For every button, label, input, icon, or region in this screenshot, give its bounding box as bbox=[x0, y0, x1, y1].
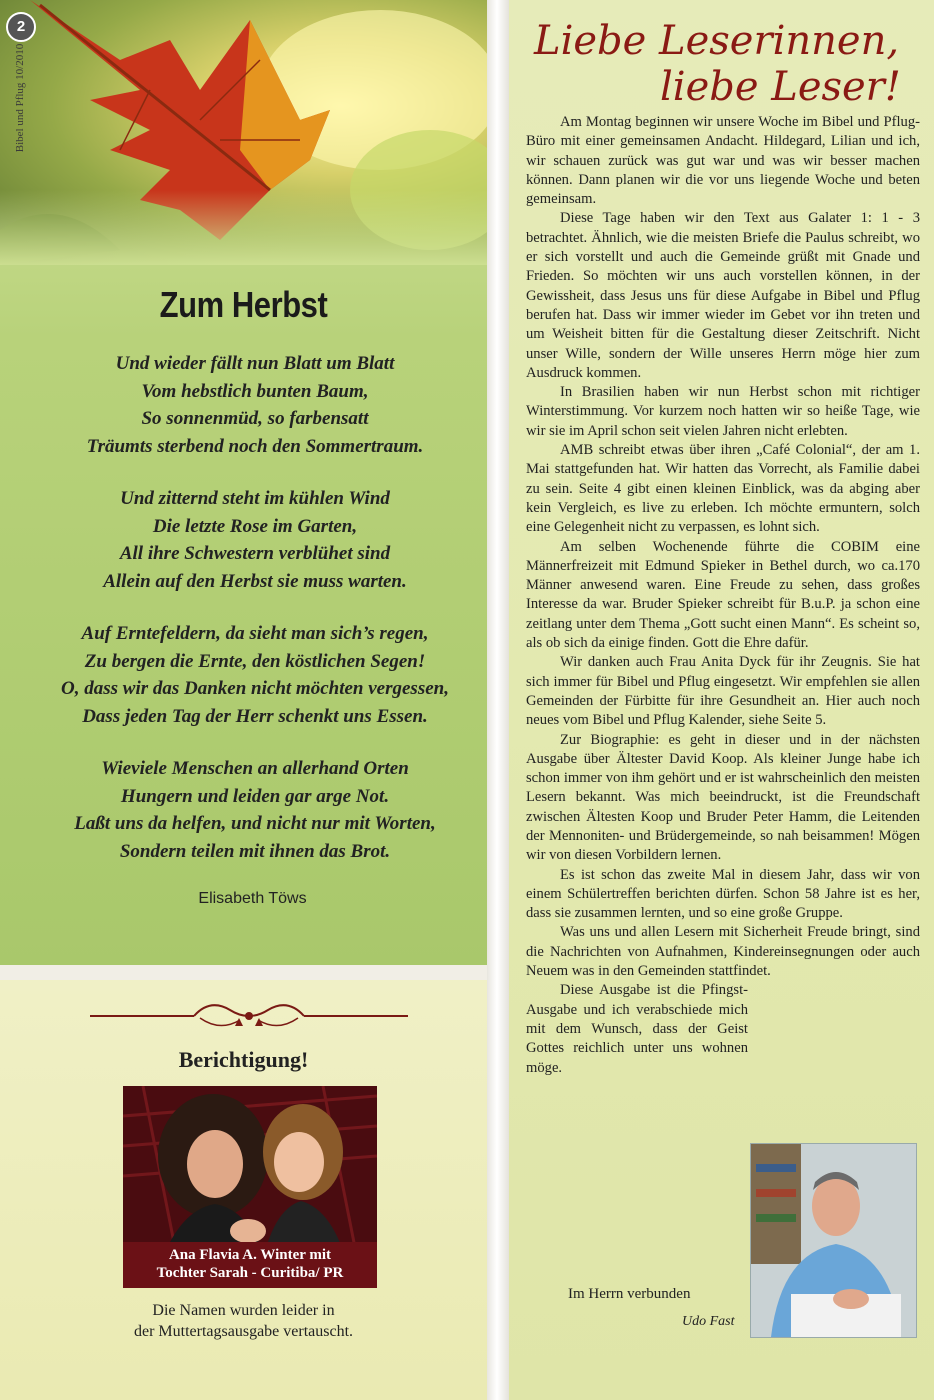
poem-line: Vom hebstlich bunten Baum, bbox=[141, 380, 369, 402]
poem-stanza bbox=[0, 485, 510, 595]
poem-author: Elisabeth Töws bbox=[198, 890, 307, 907]
poem-line: So sonnenmüd, so farbensatt bbox=[141, 408, 369, 429]
poem-line: Auf Erntefeldern, da sieht man sich’s regen, bbox=[81, 623, 429, 644]
editorial-paragraph: Diese Ausgabe ist die Pfingst-Ausgabe und ich verabschiede mich mit dem Wunsch, dass der Geist Gottes reichlich unter uns wohnen möge. bbox=[526, 982, 748, 1076]
greeting-line-1: Liebe Leserinnen, bbox=[534, 18, 900, 64]
autumn-leaf-photo bbox=[0, 0, 487, 265]
poem-stanza bbox=[0, 620, 510, 730]
caption-line-2: Tochter Sarah - Curitiba/ PR bbox=[156, 1265, 344, 1281]
editorial-paragraph: Was uns und allen Lesern mit Sicherheit Freude bringt, sind die Nachrichten von Aufnahmen, Kindereinsegnungen oder auch Neuem was in den Gemeinden stattfindet. bbox=[526, 924, 920, 980]
poem-line: Und zitternd steht im kühlen Wind bbox=[120, 488, 390, 509]
poem-line: Träumts sterbend noch den Sommertraum. bbox=[86, 435, 424, 457]
poem-line: Sondern teilen mit ihnen das Brot. bbox=[119, 840, 391, 862]
correction-title: Berichtigung! bbox=[178, 1047, 309, 1072]
poem-line: Und wieder fällt nun Blatt um Blatt bbox=[115, 353, 395, 374]
editor-photo bbox=[750, 1143, 917, 1338]
editorial-paragraph: In Brasilien haben wir nun Herbst schon mit richtiger Winterstimmung. Vor kurzem noch hatten wir so heiße Tage, wie wir sie im April schon seit vielen Jahren nicht erlebten. bbox=[526, 384, 920, 439]
correction-note-line-1: Die Namen wurden leider in bbox=[152, 1302, 335, 1319]
caption-line-1: Ana Flavia A. Winter mit bbox=[168, 1247, 332, 1263]
editorial-paragraph: Zur Biographie: es geht in dieser und in der nächsten Ausgabe über Ältester David Koop. Als kleiner Junge habe ich schon immer von ihm gehört und er ist wahrscheinlich den meisten Lesern bekannt. Was mich beeindruckt, ist die Freundschaft zwischen Ältesten Koop und Bruder Peter Hamm, die Leitenden der Mennoniten- und Brüdergemeinde, so nah beisammen! Mögen wir von diesen Vorbildern lernen. bbox=[526, 731, 920, 864]
editorial-paragraph: AMB schreibt etwas über ihren „Café Colonial“, der am 1. Mai stattgefunden hat. Wir hatten das Vorrecht, als Familie dabei zu sein. Seite 4 gibt einen kleinen Einblick, was da abging aber kein Vergleich, es live zu erleben. Ich möchte ermuntern, solch eine Gelegenheit nicht zu verpassen, es lohnt sich. bbox=[526, 442, 920, 536]
poem-stanza bbox=[0, 755, 510, 865]
editor-portrait-illustration bbox=[751, 1144, 916, 1337]
editorial-greeting bbox=[520, 18, 920, 110]
editorial-paragraph: Am selben Wochenende führte die COBIM eine Männerfreizeit mit Edmund Spieker in Bethel durch, wo ca.170 Männer anwesend waren. Eine Freude zu sehen, dass großes Interesse da war. Bruder Spieker schreibt für B.u.P. ja schon eine zeitlang unter dem Thema „Gott sucht einen Mann“. Es scheint so, als ob sich da einige finden. Gott die Ehre dafür. bbox=[526, 538, 920, 652]
correction-note bbox=[0, 1300, 487, 1342]
poem-line: Wieviele Menschen an allerhand Orten bbox=[101, 758, 409, 779]
photo-fade bbox=[0, 190, 487, 265]
correction-note-line-2: der Muttertagsausgabe vertauscht. bbox=[133, 1323, 354, 1340]
poem-line: All ihre Schwestern verblühet sind bbox=[119, 543, 391, 564]
poem-line: O, dass wir das Danken nicht möchten vergessen, bbox=[61, 678, 449, 699]
poem-stanza bbox=[0, 350, 510, 460]
editorial-paragraph: Es ist schon das zweite Mal in diesem Jahr, dass wir von einem Schülertreffen berichten dürfen. Schon 58 Jahre ist es her, dass sie zusammen lernten, und so eine große Gruppe. bbox=[526, 866, 920, 922]
greeting-line-2: liebe Leser! bbox=[660, 64, 901, 110]
photo-caption bbox=[123, 1242, 377, 1288]
poem-panel bbox=[0, 0, 487, 965]
running-head: Bibel und Pflug 10/2010 bbox=[14, 43, 27, 153]
poem-line: Laßt uns da helfen, und nicht nur mit Worten, bbox=[74, 813, 436, 834]
ornament-divider-icon bbox=[90, 996, 408, 1036]
poem-line: Die letzte Rose im Garten, bbox=[152, 515, 358, 537]
mother-daughter-photo bbox=[123, 1086, 377, 1288]
poem-line: Zu bergen die Ernte, den köstlichen Segen! bbox=[84, 650, 426, 672]
editorial-paragraph: Diese Tage haben wir den Text aus Galater 1: 1 - 3 betrachtet. Ähnlich, wie die meisten Briefe die Paulus schreibt, wo er sich vorstellt und auch die Gemeinde grüßt mit Gnade und Frieden. So möchten wir uns auch vorstellen können, in der Gewissheit, dass Jesus uns für diese Aufgabe in Bibel und Pflug berufen hat. Dass wir immer wieder im Gebet vor ihn treten und um Weisheit bitten für die Gestaltung dieser Zeitschrift. Nicht unser Wille, sondern der Wille unseres Herrn möge hier zum Ausdruck kommen. bbox=[526, 210, 920, 381]
poem-line: Allein auf den Herbst sie muss warten. bbox=[103, 570, 407, 592]
poem-title: Zum Herbst bbox=[159, 284, 328, 325]
editorial-paragraph: Wir danken auch Frau Anita Dyck für ihr Zeugnis. Sie hat sich immer für Bibel und Pflug eingesetzt. Wir empfehlen sie allen Gemeinden der Fürbitte für ihre Gesundheit an. Hier auch noch neues vom Bibel und Pflug Kalender, siehe Seite 5. bbox=[526, 654, 920, 729]
editorial-paragraph: Am Montag beginnen wir unsere Woche im Bibel und Pflug-Büro mit einer gemeinsamen Andacht. Hildegard, Lilian und ich, wir schauen zurück was gut war und was wir besser machen können. Dann planen wir die vor uns liegende Woche und beten gemeinsam. bbox=[526, 114, 920, 208]
editor-signature: Udo Fast bbox=[682, 1314, 735, 1329]
editorial-body bbox=[526, 113, 920, 1078]
poem-line: Dass jeden Tag der Herr schenkt uns Essen. bbox=[82, 705, 428, 727]
poem-line: Hungern und leiden gar arge Not. bbox=[120, 785, 390, 807]
poem-stanzas bbox=[0, 350, 510, 890]
closing-line: Im Herrn verbunden bbox=[568, 1286, 691, 1302]
page-number-badge: 2 bbox=[6, 12, 36, 42]
